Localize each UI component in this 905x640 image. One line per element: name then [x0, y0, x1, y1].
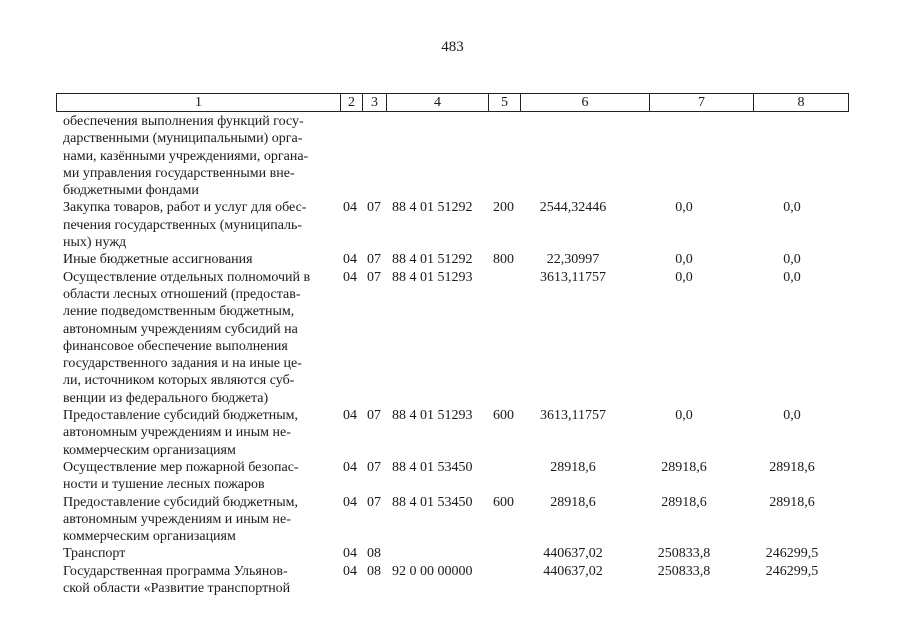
cell-col-6: 22,30997 [546, 252, 600, 268]
description-line: бюджетными фондами [63, 183, 199, 199]
description-line: автономным учреждениям и иным не- [63, 425, 291, 441]
column-header-4: 4 [387, 94, 489, 112]
cell-col-6: 2544,32446 [539, 200, 607, 216]
page-number: 483 [441, 39, 464, 55]
cell-col-6: 440637,02 [543, 546, 603, 562]
column-header-1: 1 [57, 94, 341, 112]
table-row [0, 113, 905, 199]
row-description [63, 269, 332, 407]
cell-col-8: 246299,5 [765, 563, 819, 579]
cell-col-8: 0,0 [783, 408, 801, 424]
row-description [63, 251, 332, 268]
row-description [63, 459, 332, 494]
description-line: печения государственных (муниципаль- [63, 217, 303, 233]
column-header-6: 6 [521, 94, 650, 112]
cell-col-6: 3613,11757 [540, 269, 606, 285]
cell-col-5: 600 [493, 494, 514, 510]
cell-col-8: 0,0 [783, 269, 801, 285]
description-line: Предоставление субсидий бюджетным, [63, 494, 299, 510]
cell-col-6: 28918,6 [550, 459, 596, 475]
description-line: финансовое обеспечение выполнения [63, 338, 288, 354]
cell-col-2: 04 [343, 408, 357, 424]
description-line: коммерческим организациям [63, 529, 236, 545]
cell-col-3: 07 [367, 494, 381, 510]
cell-col-5: 800 [493, 252, 514, 268]
cell-col-4: 88 4 01 53450 [392, 459, 473, 475]
description-line: обеспечения выполнения функций госу- [63, 114, 304, 129]
table-header [56, 93, 849, 112]
cell-col-4: 88 4 01 51293 [392, 408, 473, 424]
cell-col-8: 28918,6 [769, 459, 815, 475]
cell-col-3: 07 [367, 459, 381, 475]
description-line: Закупка товаров, работ и услуг для обес- [63, 200, 307, 216]
description-line: Государственная программа Ульянов- [63, 563, 288, 579]
cell-col-7: 28918,6 [661, 494, 707, 510]
row-description [63, 199, 332, 251]
row-description [63, 494, 332, 546]
cell-col-7: 0,0 [675, 252, 693, 268]
cell-col-7: 250833,8 [657, 563, 711, 579]
description-line: ли, источником которых являются суб- [63, 373, 295, 389]
column-header-7: 7 [650, 94, 754, 112]
column-header-8: 8 [754, 94, 849, 112]
cell-col-6: 440637,02 [543, 563, 603, 579]
description-line: ской области «Развитие транспортной [63, 581, 291, 597]
description-line: области лесных отношений (предостав- [63, 286, 301, 302]
cell-col-8: 246299,5 [765, 546, 819, 562]
description-line: дарственными (муниципальными) орга- [63, 131, 303, 147]
cell-col-8: 0,0 [783, 252, 801, 268]
description-line: Предоставление субсидий бюджетным, [63, 408, 299, 424]
description-line: ми управления государственными вне- [63, 165, 295, 181]
cell-col-3: 08 [367, 546, 381, 562]
cell-col-2: 04 [343, 494, 357, 510]
table-row [0, 251, 905, 268]
description-line: Осуществление отдельных полномочий в [63, 269, 311, 285]
cell-col-3: 07 [367, 252, 381, 268]
description-line: коммерческим организациям [63, 442, 236, 458]
cell-col-4: 88 4 01 51293 [392, 269, 473, 285]
table-row [0, 545, 905, 562]
description-line: автономным учреждениям и иным не- [63, 511, 291, 527]
cell-col-3: 07 [367, 408, 381, 424]
column-header-2: 2 [341, 94, 363, 112]
description-line: ности и тушение лесных пожаров [63, 477, 265, 493]
cell-col-2: 04 [343, 459, 357, 475]
cell-col-3: 07 [367, 269, 381, 285]
cell-col-6: 3613,11757 [540, 408, 606, 424]
description-line: нами, казёнными учреждениями, органа- [63, 148, 309, 164]
cell-col-3: 08 [367, 563, 381, 579]
cell-col-4: 92 0 00 00000 [392, 563, 473, 579]
table-row [0, 407, 905, 459]
cell-col-4: 88 4 01 51292 [392, 252, 473, 268]
description-line: автономным учреждениям субсидий на [63, 321, 298, 337]
table-row [0, 563, 905, 598]
row-description [63, 545, 332, 562]
description-line: Иные бюджетные ассигнования [63, 252, 253, 268]
description-line: ление подведомственным бюджетным, [63, 304, 295, 320]
cell-col-2: 04 [343, 269, 357, 285]
cell-col-8: 0,0 [783, 200, 801, 216]
cell-col-2: 04 [343, 252, 357, 268]
cell-col-2: 04 [343, 546, 357, 562]
column-header-3: 3 [363, 94, 387, 112]
cell-col-7: 250833,8 [657, 546, 711, 562]
table-row [0, 494, 905, 546]
cell-col-2: 04 [343, 563, 357, 579]
cell-col-7: 28918,6 [661, 459, 707, 475]
cell-col-5: 200 [493, 200, 514, 216]
table-row [0, 459, 905, 494]
cell-col-6: 28918,6 [550, 494, 596, 510]
description-line: Осуществление мер пожарной безопас- [63, 459, 299, 475]
description-line: венции из федерального бюджета) [63, 390, 269, 406]
table-row [0, 199, 905, 251]
cell-col-5: 600 [493, 408, 514, 424]
cell-col-7: 0,0 [675, 269, 693, 285]
row-description [63, 563, 332, 598]
row-description [63, 113, 332, 199]
cell-col-3: 07 [367, 200, 381, 216]
cell-col-4: 88 4 01 51292 [392, 200, 473, 216]
row-description [63, 407, 332, 459]
description-line: ных) нужд [63, 235, 127, 251]
description-line: Транспорт [63, 546, 126, 562]
cell-col-8: 28918,6 [769, 494, 815, 510]
table-body [0, 113, 905, 597]
cell-col-7: 0,0 [675, 200, 693, 216]
cell-col-4: 88 4 01 53450 [392, 494, 473, 510]
description-line: государственного задания и на иные це- [63, 356, 302, 372]
column-header-5: 5 [489, 94, 521, 112]
table-row [0, 269, 905, 407]
cell-col-2: 04 [343, 200, 357, 216]
cell-col-7: 0,0 [675, 408, 693, 424]
